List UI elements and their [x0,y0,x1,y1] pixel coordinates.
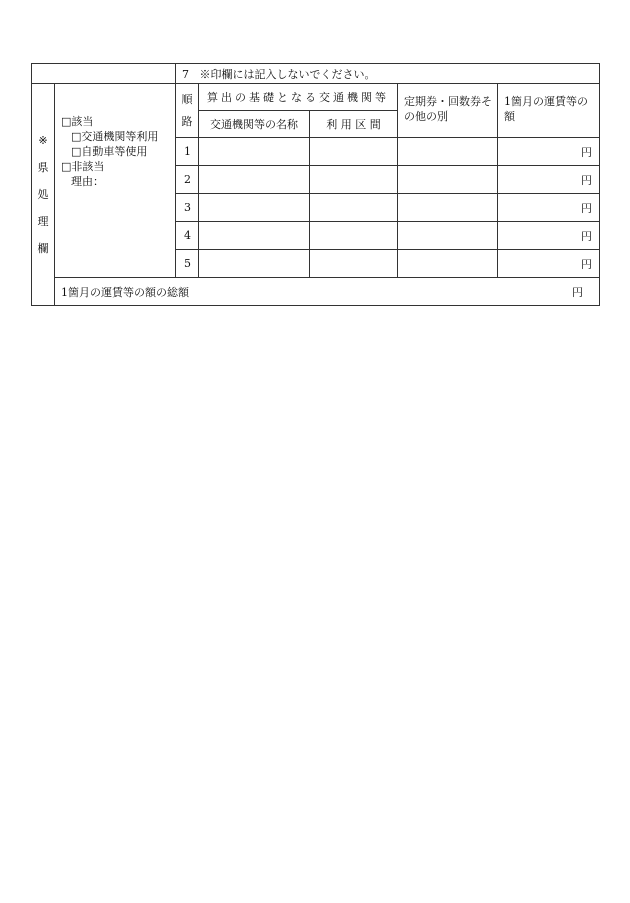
option-not-applicable[interactable]: □非該当 [61,160,105,173]
total-amount-cell[interactable]: 円 [572,285,584,299]
row-number: 3 [176,194,199,222]
basis-header: 算出の基礎となる交通機関等 [199,84,398,111]
county-processing-table [31,63,600,306]
monthly-fare-header: 1箇月の運賃等の額 [498,84,600,138]
monthly-fare-cell[interactable]: 円 [498,194,600,222]
transport-name-cell[interactable] [199,250,310,278]
row-number: 2 [176,166,199,194]
note-number: 7 [182,67,189,81]
county-processing-label: ※ 県 処 理 欄 [32,84,55,306]
row-number: 5 [176,250,199,278]
monthly-fare-cell[interactable]: 円 [498,222,600,250]
monthly-fare-cell[interactable]: 円 [498,250,600,278]
monthly-fare-cell[interactable]: 円 [498,138,600,166]
applicability-options [55,84,176,278]
usage-section-cell[interactable] [310,250,398,278]
row-number: 1 [176,138,199,166]
total-row [55,278,600,306]
row-number: 4 [176,222,199,250]
total-label: 1箇月の運賃等の額の総額 [61,285,189,299]
usage-section-cell[interactable] [310,222,398,250]
transport-name-cell[interactable] [199,166,310,194]
note-text: ※印欄には記入しないでください。 [199,67,376,81]
order-header: 順 路 [176,84,199,138]
ticket-type-cell[interactable] [398,138,498,166]
usage-section-cell[interactable] [310,138,398,166]
ticket-type-cell[interactable] [398,250,498,278]
transport-name-header: 交通機関等の名称 [199,111,310,138]
ticket-type-cell[interactable] [398,194,498,222]
transport-name-cell[interactable] [199,194,310,222]
note-row [176,64,600,84]
reason-label: 理由： [71,175,104,188]
transport-name-cell[interactable] [199,222,310,250]
usage-section-header: 利 用 区 間 [310,111,398,138]
blank-cell [32,64,176,84]
monthly-fare-cell[interactable]: 円 [498,166,600,194]
ticket-type-header: 定期券・回数券その他の別 [398,84,498,138]
usage-section-cell[interactable] [310,194,398,222]
transport-name-cell[interactable] [199,138,310,166]
option-applicable[interactable]: □該当 [61,115,94,128]
ticket-type-cell[interactable] [398,166,498,194]
option-car[interactable]: □自動車等使用 [71,145,148,158]
option-transit[interactable]: □交通機関等利用 [71,130,159,143]
ticket-type-cell[interactable] [398,222,498,250]
usage-section-cell[interactable] [310,166,398,194]
